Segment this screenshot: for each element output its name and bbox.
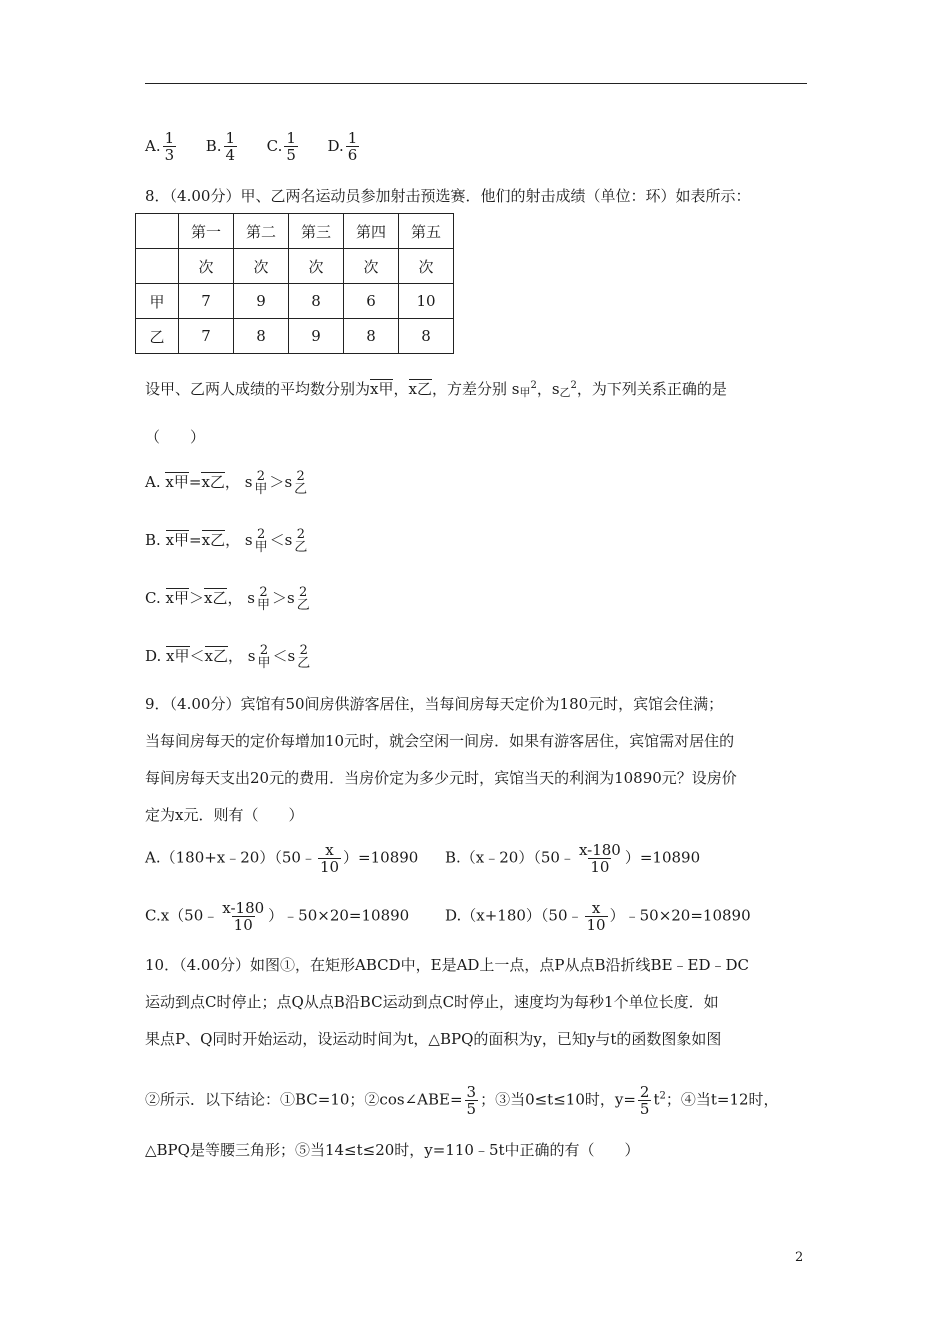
page-number: 2 <box>795 1250 804 1265</box>
score-table <box>135 213 454 354</box>
q10-line-3: 果点P、Q同时开始运动，设运动时间为t，△BPQ的面积为y，已知y与t的函数图象如图 <box>145 1030 722 1048</box>
table-cell: 6 <box>344 284 399 319</box>
q7-option-c: C. $\frac{1}{5}$ <box>266 129 296 164</box>
table-cell: 8 <box>344 319 399 354</box>
table-cell: 7 <box>179 284 234 319</box>
table-cell: 次 <box>179 249 234 284</box>
q8-option-b: B. x甲=x乙， s 2 甲 ＜s 2 乙 <box>145 527 308 555</box>
table-cell: 次 <box>289 249 344 284</box>
table-cell: 第三 <box>289 214 344 249</box>
table-row <box>136 284 454 319</box>
table-cell: 第四 <box>344 214 399 249</box>
q9-line-4: 定为x元．则有（ ） <box>145 806 304 824</box>
q7-option-b: B. $\frac{1}{4}$ <box>205 129 236 164</box>
q8-option-d: D. x甲＜x乙， s 2 甲 ＜s 2 乙 <box>145 643 311 671</box>
q7-option-a: A. $\frac{1}{3}$ <box>145 129 175 164</box>
q8-option-c: C. x甲＞x乙， s 2 甲 ＞s 2 乙 <box>145 585 310 613</box>
table-cell: 第一 <box>179 214 234 249</box>
table-row <box>136 214 454 249</box>
q10-line-2: 运动到点C时停止；点Q从点B沿BC运动到点C时停止，速度均为每秒1个单位长度．如 <box>145 993 719 1011</box>
table-cell: 次 <box>344 249 399 284</box>
table-cell: 次 <box>234 249 289 284</box>
table-cell <box>136 214 179 249</box>
q8-answer-paren: （ ） <box>145 428 206 446</box>
table-cell: 10 <box>399 284 454 319</box>
table-cell: 8 <box>289 284 344 319</box>
table-cell: 乙 <box>136 319 179 354</box>
q8-stem: 8．（4.00分）甲、乙两名运动员参加射击预选赛．他们的射击成绩（单位：环）如表所示： <box>145 187 751 205</box>
table-cell <box>136 249 179 284</box>
q8-mean-variance-line: 设甲、乙两人成绩的平均数分别为x甲，x乙，方差分别 s甲$^2$，s乙$^2$，为下列关系正确的是 <box>145 380 727 399</box>
q10-line-5: △BPQ是等腰三角形；⑤当14≤t≤20时，y=110﹣5t中正确的有（ ） <box>145 1141 640 1159</box>
table-row <box>136 249 454 284</box>
q9-option-a: A.（180+x﹣20）（50﹣ $\frac{x}{10}$ ）=10890 <box>145 841 419 876</box>
table-cell: 8 <box>399 319 454 354</box>
q9-line-2: 当每间房每天的定价每增加10元时，就会空闲一间房．如果有游客居住，宾馆需对居住的 <box>145 732 735 750</box>
table-row <box>136 319 454 354</box>
table-cell: 8 <box>234 319 289 354</box>
q7-option-d: D. $\frac{1}{6}$ <box>327 129 358 164</box>
table-cell: 第五 <box>399 214 454 249</box>
table-cell: 甲 <box>136 284 179 319</box>
header-rule <box>145 83 807 84</box>
q9-option-d: D.（x+180）（50﹣ $\frac{x}{10}$ ）﹣50×20=10890 <box>445 899 751 934</box>
table-cell: 7 <box>179 319 234 354</box>
q9-option-c: C.x（50﹣ $\frac{x-180}{10}$ ）﹣50×20=10890 <box>145 899 410 934</box>
table-cell: 次 <box>399 249 454 284</box>
q7-options <box>145 130 361 163</box>
table-cell: 9 <box>234 284 289 319</box>
q9-line-3: 每间房每天支出20元的费用．当房价定为多少元时，宾馆当天的利润为10890元？设房价 <box>145 769 737 787</box>
q10-line-1: 10．（4.00分）如图①，在矩形ABCD中，E是AD上一点，点P从点B沿折线BE﹣ED﹣DC <box>145 956 750 974</box>
q10-line-4: ②所示．以下结论：①BC=10；②cos∠ABE= $\frac{3}{5}$ ；③当0≤t≤10时，y= $\frac{2}{5}$ $t^2$；④当t=12时， <box>145 1083 779 1118</box>
q8-option-a: A. x甲=x乙， s 2 甲 ＞s 2 乙 <box>145 469 308 497</box>
table-cell: 9 <box>289 319 344 354</box>
q9-line-1: 9．（4.00分）宾馆有50间房供游客居住，当每间房每天定价为180元时，宾馆会住满； <box>145 695 724 713</box>
table-cell: 第二 <box>234 214 289 249</box>
q9-option-b: B.（x﹣20）（50﹣ $\frac{x-180}{10}$ ）=10890 <box>445 841 701 876</box>
